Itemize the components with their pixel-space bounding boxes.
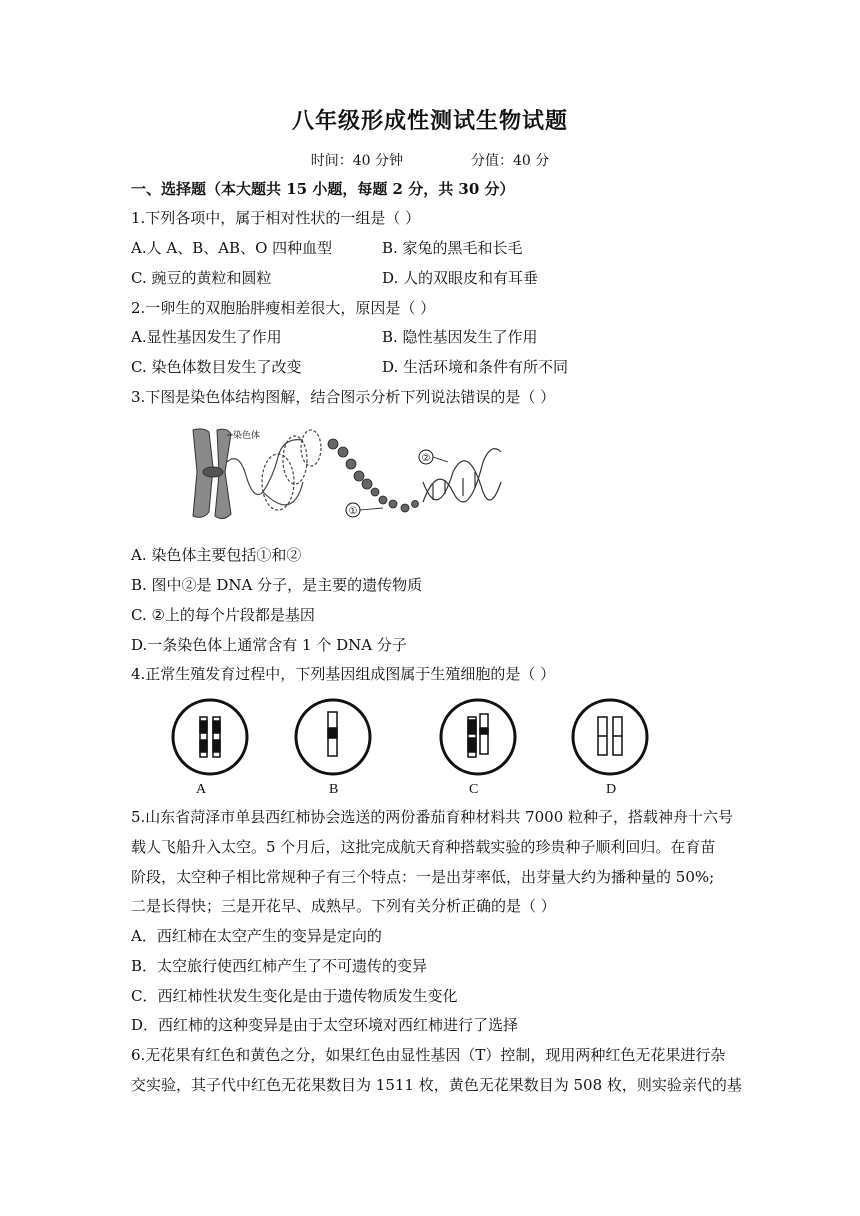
q5-stem-line-3: 阶段，太空种子相比常规种子有三个特点：一是出芽率低，出芽量大约为播种量的 50%;	[131, 868, 715, 886]
q3-option-c: C. ②上的每个片段都是基因	[131, 606, 315, 624]
q2-option-c: C. 染色体数目发生了改变	[131, 358, 302, 376]
fig-label-chromosome: 染色体	[233, 431, 261, 441]
exam-meta	[0, 150, 860, 170]
q5-stem-line-4: 二是长得快；三是开花早、成熟早。下列有关分析正确的是（ ）	[131, 897, 556, 915]
q2-option-b: B. 隐性基因发生了作用	[382, 328, 538, 346]
q1-option-c: C. 豌豆的黄粒和圆粒	[131, 269, 272, 287]
exam-score: 分值：40 分	[471, 153, 550, 169]
section-heading: 一、选择题（本大题共 15 小题，每题 2 分，共 30 分）	[131, 180, 515, 198]
q5-option-b: B．太空旅行使西红柿产生了不可遗传的变异	[131, 957, 428, 975]
q1-stem: 1.下列各项中，属于相对性状的一组是（ ）	[131, 209, 421, 227]
q5-option-a: A．西红柿在太空产生的变异是定向的	[131, 927, 382, 945]
q4-stem: 4.正常生殖发育过程中，下列基因组成图属于生殖细胞的是（ ）	[131, 665, 556, 683]
q6-stem-line-2: 交实验，其子代中红色无花果数目为 1511 枚，黄色无花果数目为 508 枚，则实验亲代的基	[131, 1076, 742, 1094]
q5-option-c: C．西红柿性状发生变化是由于遗传物质发生变化	[131, 987, 458, 1005]
q3-option-a: A. 染色体主要包括①和②	[131, 546, 302, 564]
q2-stem: 2.一卵生的双胞胎胖瘦相差很大，原因是（ ）	[131, 299, 436, 317]
q1-option-b: B. 家兔的黑毛和长毛	[382, 239, 523, 257]
cell-d-chromosomes	[598, 717, 622, 755]
cell-label-b: B	[329, 782, 339, 797]
q5-stem-line-1: 5.山东省菏泽市单县西红柿协会选送的两份番茄育种材料共 7000 粒种子，搭载神舟十六号	[131, 808, 734, 826]
q1-option-d: D. 人的双眼皮和有耳垂	[382, 269, 539, 287]
gene-cells-figure	[170, 692, 670, 802]
chromosome-icon	[193, 429, 231, 519]
q2-option-a: A.显性基因发生了作用	[131, 328, 282, 346]
nucleosome-beads-icon	[328, 439, 419, 512]
cell-label-d: D	[606, 782, 617, 797]
fig-label-1: ①	[348, 506, 358, 517]
chromosome-structure-figure	[183, 422, 503, 532]
q3-option-b: B. 图中②是 DNA 分子，是主要的遗传物质	[131, 576, 423, 594]
q2-option-d: D. 生活环境和条件有所不同	[382, 358, 569, 376]
page-title: 八年级形成性测试生物试题	[291, 109, 568, 134]
cell-c-icon	[441, 700, 515, 774]
cell-label-c: C	[469, 782, 479, 797]
cell-a-icon	[173, 700, 247, 774]
cell-label-a: A	[196, 782, 207, 797]
q3-option-d: D.一条染色体上通常含有 1 个 DNA 分子	[131, 636, 407, 654]
coiled-fiber-icon	[227, 430, 321, 510]
cell-c-chromosomes	[468, 714, 488, 757]
q1-option-a: A.人 A、B、AB、O 四种血型	[131, 239, 333, 257]
q3-stem: 3.下图是染色体结构图解，结合图示分析下列说法错误的是（ ）	[131, 388, 556, 406]
exam-time: 时间：40 分钟	[310, 153, 403, 169]
q5-option-d: D．西红柿的这种变异是由于太空环境对西红柿进行了选择	[131, 1016, 519, 1034]
fig-label-2: ②	[421, 453, 431, 464]
cell-d-icon	[573, 700, 647, 774]
cell-a-chromosomes	[200, 717, 220, 757]
dna-helix-icon	[423, 449, 501, 502]
q6-stem-line-1: 6.无花果有红色和黄色之分，如果红色由显性基因（T）控制，现用两种红色无花果进行杂	[131, 1046, 726, 1064]
cell-b-chromosomes	[328, 712, 337, 756]
q5-stem-line-2: 载人飞船升入太空。5 个月后，这批完成航天育种搭载实验的珍贵种子顺利回归。在育苗	[131, 838, 716, 856]
